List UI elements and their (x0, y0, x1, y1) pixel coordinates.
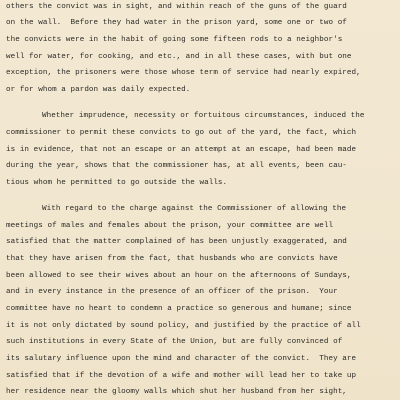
text-line: it is not only dictated by sound policy, and justified by the practice of all (6, 322, 361, 330)
text-line: exception, the prisoners were those whose term of service had nearly expired, (6, 69, 361, 77)
text-line: satisfied that if the devotion of a wife and mother will lead her to take up (6, 372, 357, 380)
text-line: committee have no heart to condemn a practice so generous and humane; since (6, 305, 352, 313)
text-line: its salutary influence upon the mind and character of the convict. They are (6, 355, 357, 363)
text-line: on the wall. Before they had water in the prison yard, some one or two of (6, 19, 347, 27)
text-line: meetings of males and females about the prison, your committee are well (6, 222, 334, 230)
text-line: the convicts were in the habit of going some fifteen rods to a neighbor's (6, 36, 343, 44)
text-line: been allowed to see their wives about an hour on the afternoons of Sundays, (6, 272, 352, 280)
text-line: her residence near the gloomy walls which shut her husband from her sight, (6, 388, 347, 396)
text-line: such institutions in every State of the Union, but are fully convinced of (6, 338, 343, 346)
text-line: and in every instance in the presence of an officer of the prison. Your (6, 288, 338, 296)
text-line: that they have arisen from the fact, that husbands who are convicts have (6, 255, 338, 263)
text-line: tious whom he permitted to go outside the walls. (6, 179, 228, 187)
text-line: or for whom a pardon was daily expected. (6, 86, 191, 94)
text-line: satisfied that the matter complained of has been unjustly exaggerated, and (6, 238, 347, 246)
paragraph-first-line: Whether imprudence, necessity or fortuitous circumstances, induced the (42, 112, 365, 120)
text-line: during the year, shows that the commissioner has, at all events, been cau- (6, 162, 347, 170)
paragraph-first-line: With regard to the charge against the Commissioner of allowing the (42, 205, 347, 213)
text-line: well for water, for cooking, and etc., and in all these cases, with but one (6, 53, 352, 61)
text-line: others the convict was in sight, and within reach of the guns of the guard (6, 3, 347, 11)
text-line: commissioner to permit these convicts to go out of the yard, the fact, which (6, 129, 357, 137)
text-line: is in evidence, that not an escape or an attempt at an escape, had been made (6, 146, 357, 154)
